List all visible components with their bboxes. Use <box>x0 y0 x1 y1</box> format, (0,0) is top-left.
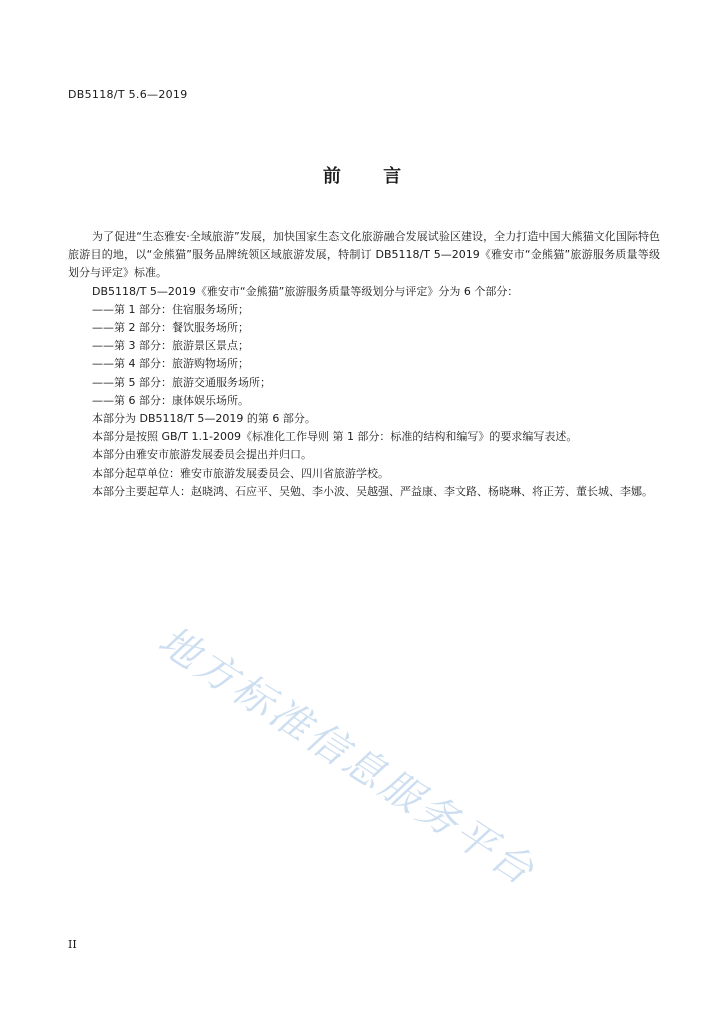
list-item-part-3: ——第 3 部分：旅游景区景点； <box>92 339 249 353</box>
paragraph-drafting-rules: 本部分是按照 GB/T 1.1-2009《标准化工作导则 第 1 部分：标准的结构和编写》的要求编写表述。 <box>92 430 578 444</box>
paragraph-proposer: 本部分由雅安市旅游发展委员会提出并归口。 <box>92 448 312 462</box>
watermark: 地方标准信息服务平台 <box>150 617 545 896</box>
page-number: II <box>68 938 77 951</box>
paragraph-drafting-units: 本部分起草单位：雅安市旅游发展委员会、四川省旅游学校。 <box>92 466 389 480</box>
paragraph-this-part: 本部分为 DB5118/T 5—2019 的第 6 部分。 <box>92 412 316 426</box>
list-item-part-2: ——第 2 部分：餐饮服务场所； <box>92 321 249 335</box>
page-title: 前 言 <box>322 166 420 187</box>
list-item-part-6: ——第 6 部分：康体娱乐场所。 <box>92 393 249 407</box>
paragraph-drafters: 本部分主要起草人：赵晓鸿、石应平、吴勉、李小波、吴越强、严益康、李文路、杨晓琳、将正芳、董长城、李娜。 <box>92 484 653 498</box>
paragraph-purpose: 为了促进“生态雅安·全域旅游”发展，加快国家生态文化旅游融合发展试验区建设，全力打造中国大熊猫文化国际特色旅游目的地，以“金熊猫”服务品牌统领区域旅游发展，特制订 DB5118/T 5—2019《雅安市“金熊猫”旅游服务质量等级划分与评定》标准。 <box>68 230 660 280</box>
document-code: DB5118/T 5.6—2019 <box>68 88 188 101</box>
list-item-part-1: ——第 1 部分：住宿服务场所； <box>92 302 249 316</box>
paragraph-parts-intro: DB5118/T 5—2019《雅安市“金熊猫”旅游服务质量等级划分与评定》分为 6 个部分： <box>92 284 519 298</box>
list-item-part-4: ——第 4 部分：旅游购物场所； <box>92 357 249 371</box>
list-item-part-5: ——第 5 部分：旅游交通服务场所； <box>92 375 271 389</box>
foreword-body <box>68 228 660 501</box>
